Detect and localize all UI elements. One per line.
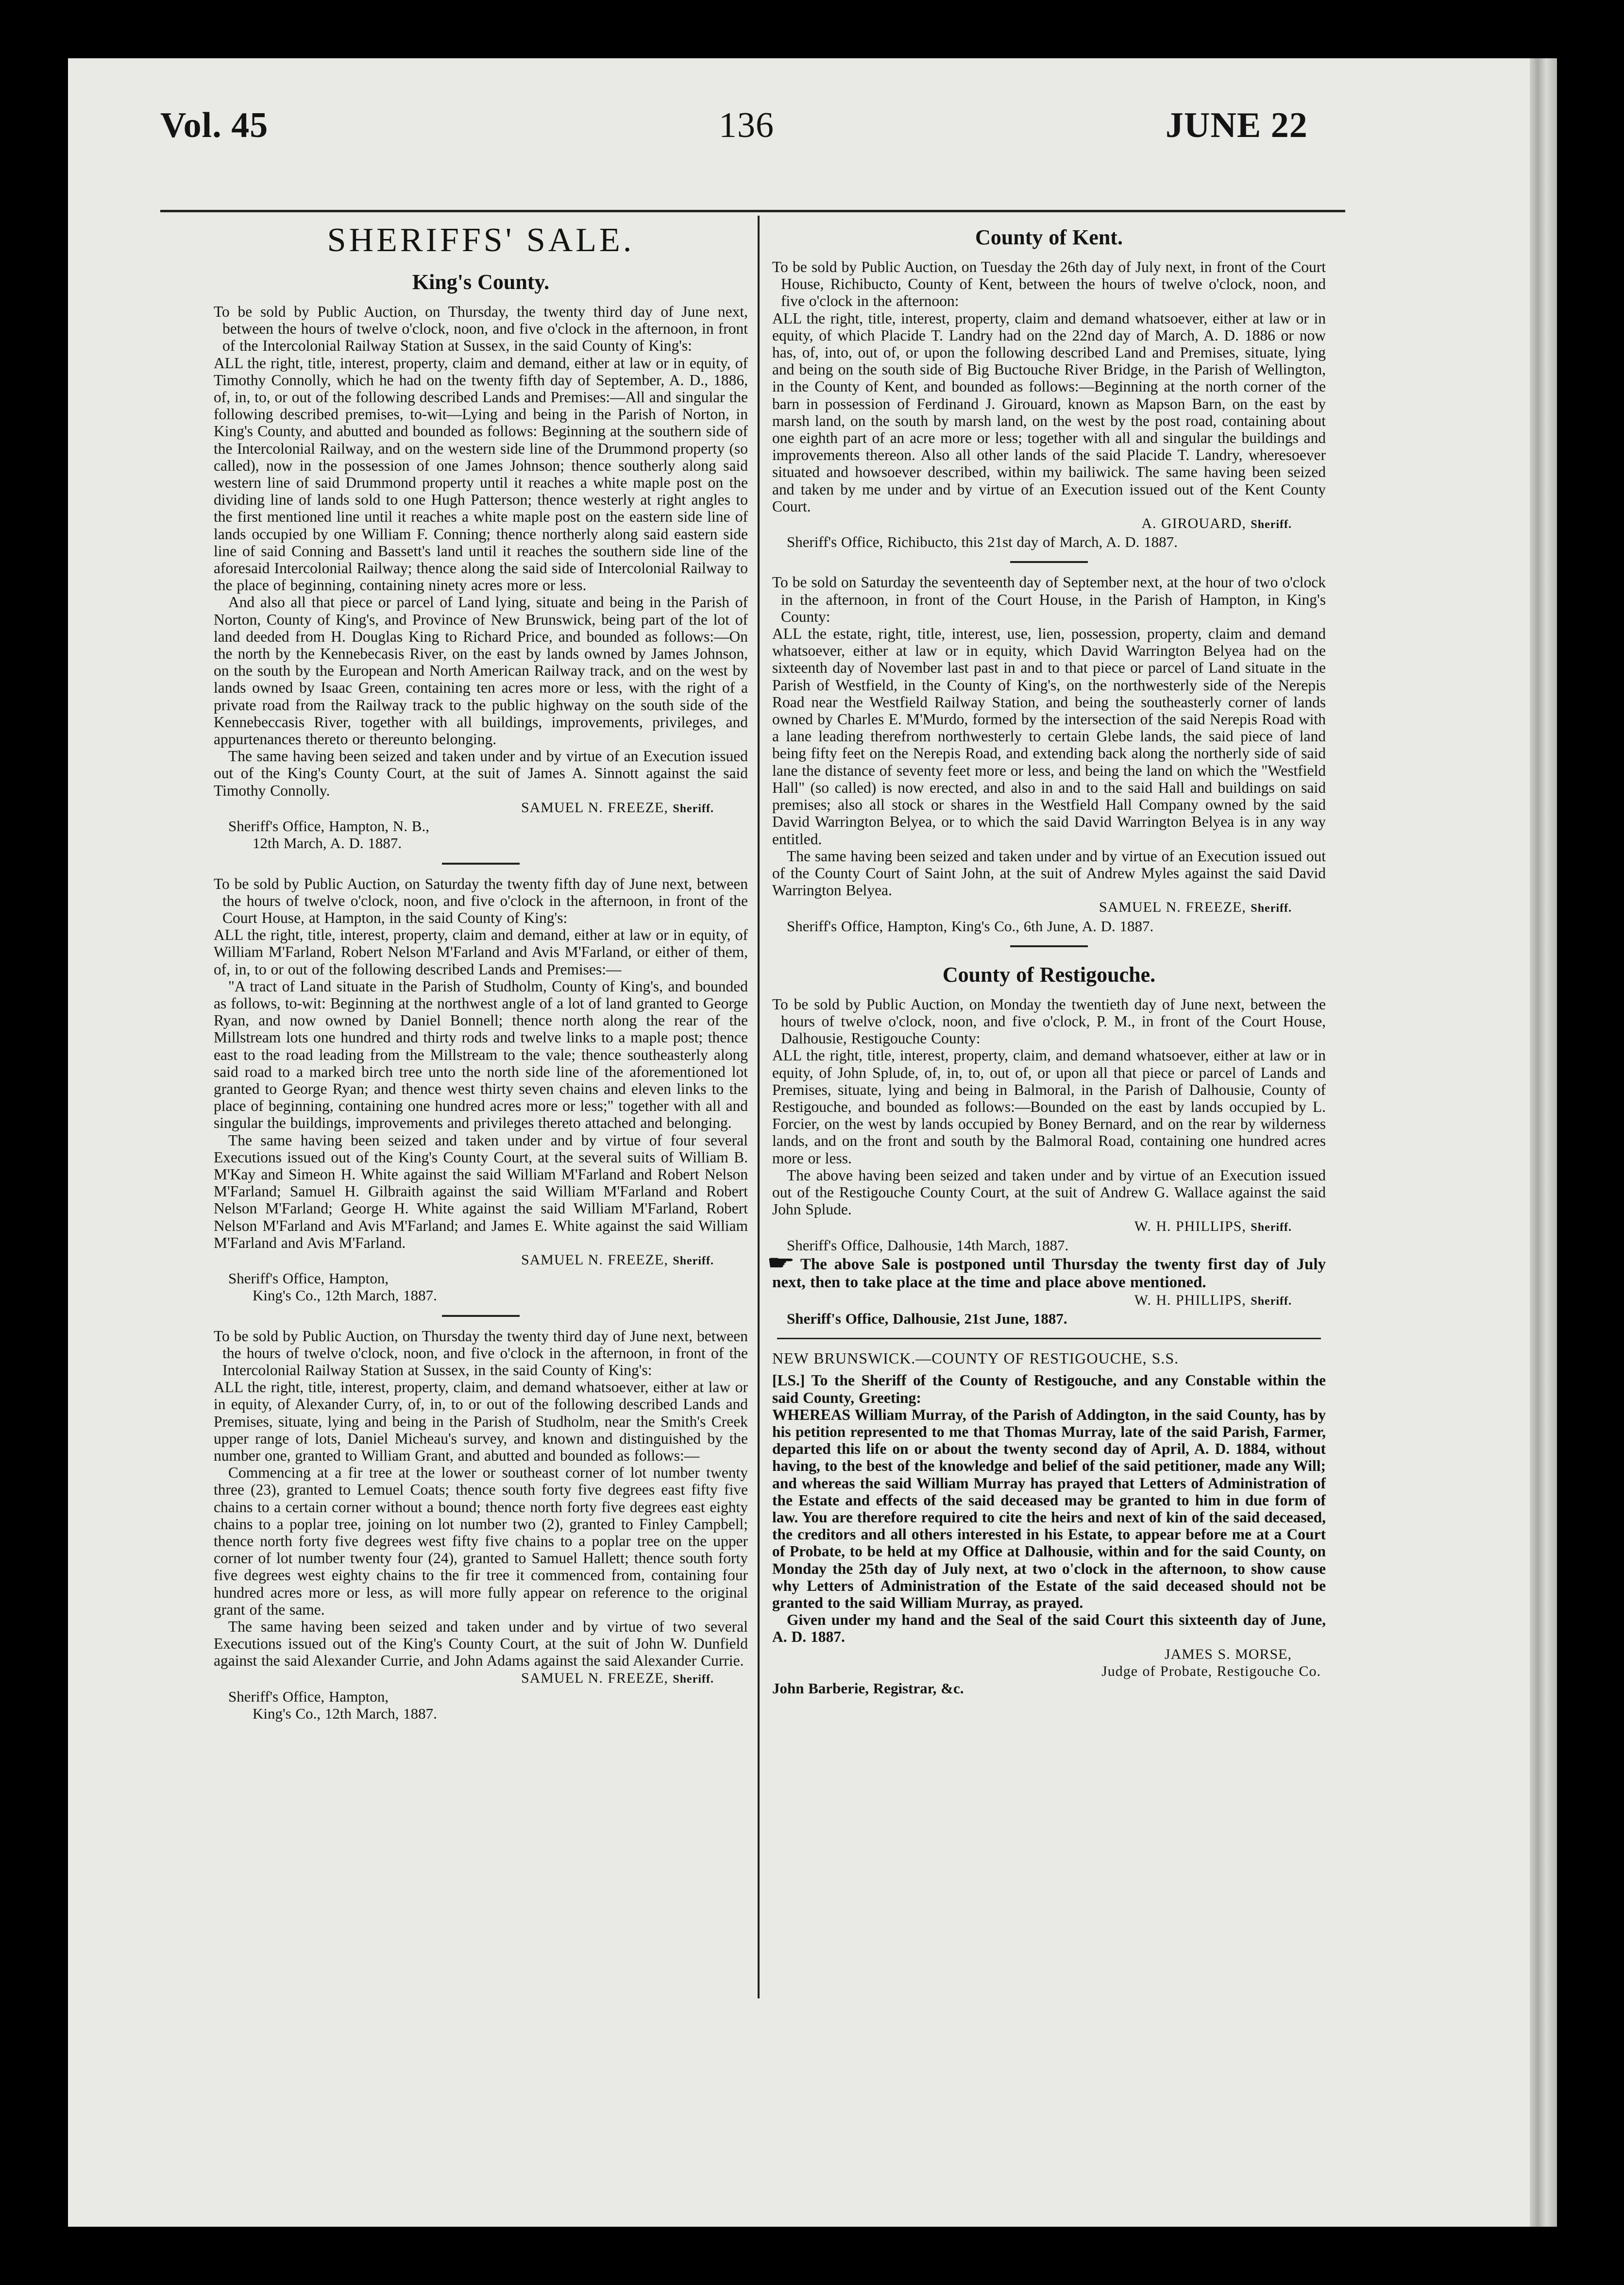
judge-name: JAMES S. MORSE, — [1164, 1646, 1292, 1662]
notice-paragraph: The same having been seized and taken under and by virtue of four several Executions issued out of the King's County Court, at the several suits of William B. M'Kay and Simeon H. White against the said William M'Farland and Robert Nelson M'Farland; Samuel H. Gilbraith against the said William M'Farland and Robert Nelson M'Farland; George H. White against the said William M'Farland, Robert Nelson M'Farland and Avis M'Farland; and James E. White against the said William M'Farland and Avis M'Farland. — [214, 1131, 748, 1251]
signature-title: Sheriff. — [1251, 902, 1292, 915]
sheriff-signature — [772, 899, 1326, 917]
section-heading-kings-county: King's County. — [412, 270, 550, 294]
office-line: Sheriff's Office, Richibucto, this 21st day of March, A. D. 1887. — [787, 533, 1178, 551]
signature-name: SAMUEL N. FREEZE, — [521, 1670, 668, 1686]
column-divider — [758, 216, 760, 1998]
notice-intro: To be sold by Public Auction, on Monday the twentieth day of June next, between the hours of twelve o'clock, noon, and five o'clock, P. M., in front of the Court House, Dalhousie, Restigouche County: — [772, 995, 1326, 1047]
signature-title: Sheriff. — [1251, 1295, 1292, 1308]
sheriff-signature — [214, 1670, 748, 1688]
judge-title: Judge of Probate, Restigouche Co. — [1101, 1663, 1321, 1679]
office-line: Sheriff's Office, Hampton, King's Co., 6th June, A. D. 1887. — [787, 917, 1154, 935]
notice-paragraph: The same having been seized and taken under and by virtue of an Execution issued out of the King's County Court, at the suit of James A. Sinnott against the said Timothy Connolly. — [214, 748, 748, 799]
notice-paragraph: And also all that piece or parcel of Land lying, situate and being in the Parish of Norton, County of King's, and Province of New Brunswick, being part of the lot of land deeded from H. Douglas King to Richard Price, and bounded as follows:—On the north by the Kennebecasis River, on the east by lands owned by James Johnson, on the south by the European and North American Railway track, and on the west by lands owned by Isaac Green, containing ten acres more or less, with the right of a private road from the Railway track to the public highway on the south side of the Kennebeccasis River, together with all buildings, improvements, privileges, and appurtenances thereto or thereunto belonging. — [214, 594, 748, 748]
signature-name: W. H. PHILLIPS, — [1134, 1218, 1246, 1235]
office-line: Sheriff's Office, Hampton, N. B., — [228, 818, 429, 835]
signature-title: Sheriff. — [1251, 518, 1292, 531]
office-date: King's Co., 12th March, 1887. — [253, 1705, 437, 1722]
signature-name: SAMUEL N. FREEZE, — [521, 799, 668, 816]
notice-intro: To be sold by Public Auction, on Saturday the twenty fifth day of June next, between the hours of twelve o'clock, noon, and five o'clock in the afternoon, in front of the Court House, at Hampton, in the said County of King's: — [214, 875, 748, 926]
header-rule — [160, 210, 1345, 212]
signature-title: Sheriff. — [673, 802, 714, 815]
notice-paragraph: The same having been seized and taken under and by virtue of an Execution issued out of the County Court of Saint John, at the suit of Andrew Myles against the said David Warrington Belyea. — [772, 847, 1326, 899]
page-edge — [1530, 58, 1557, 2227]
notice-curry — [214, 1328, 748, 1722]
notice-intro: To be sold by Public Auction, on Thursday the twenty third day of June next, between the hours of twelve o'clock, noon, and five o'clock in the afternoon, in front of the Intercolonial Railway Station at Sussex, in the said County of King's: — [214, 1327, 748, 1379]
pointing-hand-icon: ☛ — [767, 1251, 795, 1274]
notice-connolly — [214, 303, 748, 852]
left-column — [214, 219, 748, 1722]
office-line: Sheriff's Office, Hampton, — [228, 1688, 389, 1705]
probate-given: Given under my hand and the Seal of the said Court this sixteenth day of June, A. D. 1887. — [772, 1611, 1326, 1646]
notice-paragraph: "A tract of Land situate in the Parish of Studholm, County of King's, and bounded as follows, to-wit: Beginning at the northwest angle of a lot of land granted to George Ryan, and now owned by Daniel Bonnell; thence north along the rear of the Millstream lots one hundred and thirty rods and twelve links to a maple post; thence east to the road leading from the Millstream to the vale; thence southeasterly along said road to a marked birch tree unto the north side line of the aforementioned lot granted to George Ryan; and thence west thirty seven chains and eleven links to the place of beginning, containing one hundred acres more or less;" together with all and singular the buildings, improvements and privileges thereto attached and belonging. — [214, 977, 748, 1132]
notice-paragraph: ALL the right, title, interest, property, claim, and demand whatsoever, either at law or in equity, of Alexander Curry, of, in, to or out of the following described Lands and Premises, situate, lying and being in the Parish of Studholm, near the Smith's Creek upper range of lots, Daniel Micheau's survey, and known and distinguished by the number one, granted to William Grant, and abutted and bounded as follows:— — [214, 1379, 748, 1464]
postponement-text: The above Sale is postponed until Thursday the twenty first day of July next, then to take place at the time and place above mentioned. — [772, 1255, 1326, 1291]
notice-intro: To be sold on Saturday the seventeenth day of September next, at the hour of two o'clock in the afternoon, in front of the Court House, in the Parish of Hampton, in King's County: — [772, 574, 1326, 625]
notice-paragraph: ALL the right, title, interest, property, claim, and demand whatsoever, either at law or in equity, of John Splude, of, in, to, out of, or upon all that piece or parcel of Lands and Premises, situate, lying and being in Balmoral, in the Parish of Dalhousie, County of Restigouche, and bounded as follows:—Bounded on the east by lands occupied by L. Forcier, on the west by lands occupied by Boney Bernard, and on the rear by wilderness lands, and on the front and south by the Balmoral Road, containing one hundred acres more or less. — [772, 1047, 1326, 1167]
sheriff-signature — [772, 515, 1326, 533]
office-date: King's Co., 12th March, 1887. — [253, 1287, 437, 1304]
probate-heading: NEW BRUNSWICK.—COUNTY OF RESTIGOUCHE, S.S. — [772, 1349, 1179, 1367]
signature-name: W. H. PHILLIPS, — [1134, 1292, 1246, 1308]
notice-separator — [442, 1315, 520, 1317]
sheriff-signature — [214, 1251, 748, 1270]
signature-name: SAMUEL N. FREEZE, — [521, 1251, 668, 1268]
probate-address: [LS.] To the Sheriff of the County of Restigouche, and any Constable within the said County, Greeting: — [772, 1372, 1326, 1406]
right-column — [767, 219, 1326, 1697]
issue-date: JUNE 22 — [1166, 105, 1308, 145]
probate-citation — [772, 1350, 1326, 1697]
signature-title: Sheriff. — [1251, 1221, 1292, 1234]
notice-intro: To be sold by Public Auction, on Thursday, the twenty third day of June next, between the hours of twelve o'clock, noon, and five o'clock in the afternoon, in front of the Intercolonial Railway Station at Sussex, in the said County of King's: — [214, 303, 748, 355]
notice-belyea — [772, 574, 1326, 934]
office-date: 12th March, A. D. 1887. — [253, 835, 402, 852]
sheriff-signature — [772, 1292, 1326, 1310]
notice-landry — [772, 258, 1326, 550]
signature-title: Sheriff. — [673, 1672, 714, 1686]
signature-name: SAMUEL N. FREEZE, — [1099, 899, 1246, 916]
notice-separator — [442, 863, 520, 865]
section-heading-kent: County of Kent. — [975, 225, 1123, 249]
sheriff-signature — [772, 1218, 1326, 1236]
signature-name: A. GIROUARD, — [1141, 515, 1246, 532]
notice-separator — [777, 1338, 1321, 1339]
page-title: SHERIFFS' SALE. — [327, 222, 635, 259]
sheriff-signature — [214, 799, 748, 818]
notice-separator — [1010, 945, 1088, 947]
notice-paragraph: ALL the estate, right, title, interest, use, lien, possession, property, claim and demand whatsoever, either at law or in equity, which David Warrington Belyea had on the sixteenth day of November last past in and to that piece or parcel of Land situate in the Parish of Westfield, in the County of King's, on the northwesterly side of the Nerepis Road near the Westfield Railway Station, and being the southeasterly corner of lands owned by Charles E. M'Murdo, formed by the intersection of the said Nerepis Road with a lane leading therefrom northwesterly to certain Glebe lands, the said piece of land being fifty feet on the Nerepis Road, and extending back along the northerly side of said lane the distance of seventy feet more or less, and being the land on which the "Westfield Hall" (so called) is now erected, and also in and to the said Hall and buildings on said premises; also all stock or shares in the Westfield Hall Company owned by the said David Warrington Belyea, or to which the said David Warrington Belyea is in any way entitled. — [772, 625, 1326, 848]
notice-paragraph: ALL the right, title, interest, property, claim and demand, either at law or in equity, of Timothy Connolly, which he had on the twenty fifth day of September, A. D., 1886, of, in, to, or out of the following described Lands and Premises:—All and singular the following described premises, to-wit—Lying and being in the Parish of Norton, in King's County, and abutted and bounded as follows: Beginning at the southern side of the Intercolonial Railway, and on the western side line of the Drummond property (so called), now in the possession of one James Johnson; thence southerly along said western line of said Drummond property until it reaches a white maple post on the dividing line of lands sold to one Hugh Patterson; thence westerly at right angles to the first mentioned line until it reaches a white maple post on the eastern side line of lands occupied by one William F. Conning; thence northerly along said eastern side line of said Conning and Bassett's land until it reaches the southern side line of the aforesaid Intercolonial Railway; thence along the said side of Intercolonial Railway to the place of beginning, containing ninety acres more or less. — [214, 354, 748, 594]
notice-paragraph: The same having been seized and taken under and by virtue of two several Executions issued out of the King's County Court, at the suit of John W. Dunfield against the said Alexander Currie, and John Adams against the said Alexander Currie. — [214, 1618, 748, 1670]
notice-intro: To be sold by Public Auction, on Tuesday the 26th day of July next, in front of the Court House, Richibucto, County of Kent, between the hours of twelve o'clock, noon, and five o'clock in the afternoon: — [772, 258, 1326, 310]
section-heading-restigouche: County of Restigouche. — [942, 962, 1156, 987]
notice-paragraph: ALL the right, title, interest, property, claim and demand whatsoever, either at law or in equity, of which Placide T. Landry had on the 22nd day of March, A. D. 1886 or now has, of, into, out of, or upon the following described Land and Premises, situate, lying and being on the south side of Big Buctouche River Bridge, in the Parish of Wellington, in the County of Kent, and bounded as follows:—Beginning at the north corner of the barn in possession of Ferdinand J. Girouard, known as Mapson Barn, on the east by marsh land, on the south by marsh land, on the west by the post road, containing about one eighth part of an acre more or less; together with all and singular the buildings and improvements thereon. Also all other lands of the said Placide T. Landry, wheresoever situated and howsoever described, within my bailiwick. The same having been seized and taken by me under and by virtue of an Execution issued out of the Kent County Court. — [772, 309, 1326, 515]
office-line: Sheriff's Office, Dalhousie, 14th March, 1887. — [787, 1236, 1069, 1254]
notice-paragraph: ALL the right, title, interest, property, claim and demand, either at law or in equity, of William M'Farland, Robert Nelson M'Farland and Avis M'Farland, or either of them, of, in, to or out of the following described Lands and Premises:— — [214, 926, 748, 978]
notice-paragraph: Commencing at a fir tree at the lower or southeast corner of lot number twenty three (23), granted to Lemuel Coats; thence south forty five degrees east fifty five chains to a certain corner without a bound; thence north forty five degrees east eighty chains to a poplar tree, joining on lot number two (2), granted to Finley Campbell; thence north forty five degrees west fifty five chains to a poplar tree on the upper corner of lot number twenty four (24), granted to Samuel Hallett; thence south forty five degrees west eighty chains to the fir tree it commenced from, containing four hundred acres more or less, as will more fully appear on reference to the original grant of the same. — [214, 1464, 748, 1618]
probate-body: WHEREAS William Murray, of the Parish of Addington, in the said County, has by his petition represented to me that Thomas Murray, late of the said Parish, Farmer, departed this life on or about the twenty second day of April, A. D. 1884, without having, to the best of the knowledge and belief of the said petitioner, made any Will; and whereas the said William Murray has prayed that Letters of Administration of the Estate and effects of the said deceased may be granted to him in due form of law. You are therefore required to cite the heirs and next of kin of the said deceased, the creditors and all others interested in his Estate, to appear before me at a Court of Probate, to be held at my Office at Dalhousie, within and for the said County, on Monday the 25th day of July next, at two o'clock in the afternoon, to show cause why Letters of Administration of the Estate of the said deceased should not be granted to the said William Murray, as prayed. — [772, 1406, 1326, 1612]
notice-splude — [767, 995, 1326, 1327]
postponement-notice — [767, 1251, 1326, 1292]
signature-title: Sheriff. — [673, 1254, 714, 1267]
office-line: Sheriff's Office, Dalhousie, 21st June, 1887. — [787, 1310, 1067, 1327]
page-number: 136 — [719, 105, 774, 145]
notice-paragraph: The above having been seized and taken under and by virtue of an Execution issued out of the Restigouche County Court, at the suit of Andrew G. Wallace against the said John Splude. — [772, 1166, 1326, 1218]
office-line: Sheriff's Office, Hampton, — [228, 1270, 389, 1287]
notice-mfarland — [214, 875, 748, 1304]
notice-separator — [1010, 561, 1088, 563]
volume-label: Vol. 45 — [160, 105, 269, 145]
registrar-line: John Barberie, Registrar, &c. — [772, 1680, 964, 1697]
